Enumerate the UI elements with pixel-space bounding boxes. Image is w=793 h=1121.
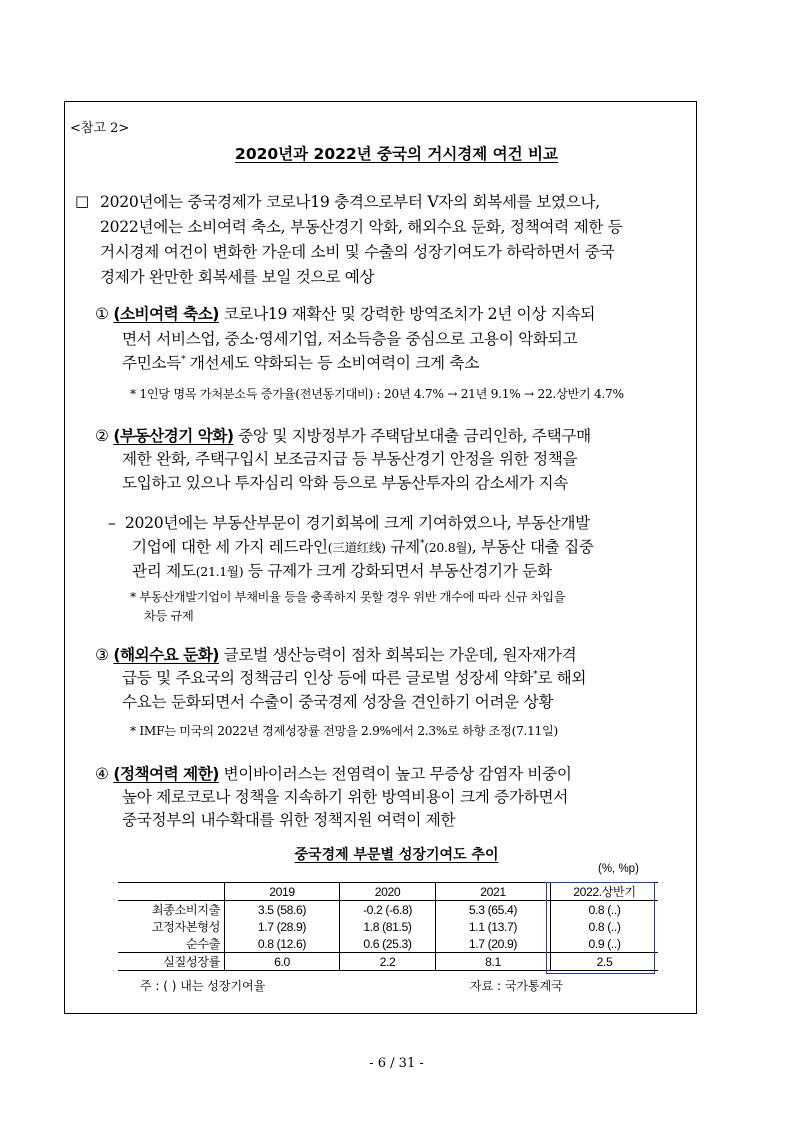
s3-number: ③ xyxy=(95,646,109,664)
table-header-row xyxy=(118,883,658,901)
table-title-text: 중국경제 부문별 성장기여도 추이 xyxy=(294,847,499,863)
intro-line-1: 2020년에는 중국경제가 코로나19 충격으로부터 V자의 회복세를 보였으나, xyxy=(100,193,600,211)
table-cell: 2.5 xyxy=(551,953,659,971)
col-header: 2022.상반기 xyxy=(551,883,659,901)
s2-sub-line-1 xyxy=(108,511,590,533)
s3-line-1 xyxy=(95,643,576,665)
s1-note-text: 1인당 명목 가처분소득 증가율(전년동기대비) : 20년 4.7% → 21년 9.1% → 22.상반기 4.7% xyxy=(139,387,624,401)
s3-note-star: * xyxy=(130,724,136,738)
s4-number: ④ xyxy=(95,765,109,783)
table-note: 주 : ( ) 내는 성장기여율 xyxy=(140,979,266,993)
s2-note-line-1 xyxy=(130,588,565,605)
table-cell: 0.8 (12.6) xyxy=(225,935,340,953)
s2-sub-2a: 기업에 대한 세 가지 레드라인 xyxy=(132,538,328,556)
s1-line-2: 면서 서비스업, 중소·영세기업, 저소득층을 중심으로 고용이 악화되고 xyxy=(122,330,578,348)
s1-line-3 xyxy=(122,351,479,373)
table-cell: 1.7 (20.9) xyxy=(436,935,551,953)
s1-note xyxy=(130,385,624,402)
s1-line-3a: 주민소득 xyxy=(122,354,182,372)
table-cell: 1.8 (81.5) xyxy=(340,918,436,935)
table-cell: 3.5 (58.6) xyxy=(225,901,340,919)
page-number: - 6 / 31 - xyxy=(369,1056,424,1071)
table-cell: -0.2 (-6.8) xyxy=(340,901,436,919)
s1-note-star: * xyxy=(130,387,136,401)
s2-sub-2-paren: (三道红线) xyxy=(327,540,386,555)
s1-line-1 xyxy=(95,302,595,324)
s2-sub-line-1-text: 2020년에는 부동산부문이 경기회복에 크게 기여하였으나, 부동산개발 xyxy=(124,514,590,532)
table-title xyxy=(0,844,793,864)
s2-line-3: 도입하고 있으나 투자심리 악화 등으로 부동산투자의 감소세가 지속 xyxy=(122,474,568,492)
s3-line-1-text: 글로벌 생산능력이 점차 회복되는 가운데, 원자재가격 xyxy=(218,646,577,664)
s2-line-1-text: 중앙 및 지방정부가 주택담보대출 금리인하, 주택구매 xyxy=(233,427,591,445)
table-unit: (%, %p) xyxy=(598,863,639,875)
s1-heading: (소비여력 축소) xyxy=(113,305,219,323)
s3-line-2b: 로 해외 xyxy=(537,669,587,687)
s2-footnote-mark: * xyxy=(419,538,425,549)
s2-sub-3a: 관리 제도 xyxy=(132,562,196,580)
s4-line-3: 중국정부의 내수확대를 위한 정책지원 여력이 제한 xyxy=(122,811,456,829)
s2-sub-line-2 xyxy=(132,535,594,557)
s2-sub-line-3 xyxy=(132,559,552,581)
s1-footnote-mark: * xyxy=(181,354,186,365)
col-header: 2021 xyxy=(436,883,551,901)
s4-line-2: 높아 제로코로나 정책을 지속하기 위한 방역비용이 크게 증가하면서 xyxy=(122,788,568,806)
table-cell: 0.8 (..) xyxy=(551,918,659,935)
table-cell: 5.3 (65.4) xyxy=(436,901,551,919)
s2-note-star: * xyxy=(130,590,136,604)
intro-line-4: 경제가 완만한 회복세를 보일 것으로 예상 xyxy=(100,268,375,286)
s2-sub-2b: 규제 xyxy=(385,538,420,556)
s1-line-3b: 개선세도 약화되는 등 소비여력이 크게 축소 xyxy=(185,354,479,372)
page-title-text: 2020년과 2022년 중국의 거시경제 여건 비교 xyxy=(235,145,558,163)
table-cell: 2.2 xyxy=(340,953,436,971)
s4-line-1-text: 변이바이러스는 전염력이 높고 무증상 감염자 비중이 xyxy=(218,765,572,783)
col-header: 2020 xyxy=(340,883,436,901)
header-blank xyxy=(118,883,225,901)
s2-dash: – xyxy=(108,514,116,532)
s2-number: ② xyxy=(95,427,109,445)
s3-heading: (해외수요 둔화) xyxy=(113,646,219,664)
table-cell: 0.6 (25.3) xyxy=(340,935,436,953)
reference-label: <참고 2> xyxy=(70,121,130,136)
s2-heading: (부동산경기 악화) xyxy=(113,427,234,445)
s1-line-1-text: 코로나19 재확산 및 강력한 방역조치가 2년 이상 지속되 xyxy=(218,305,596,323)
table-row-total xyxy=(118,953,658,971)
contribution-table xyxy=(118,882,658,971)
table-cell: 0.8 (..) xyxy=(551,901,659,919)
s3-note-text: IMF는 미국의 2022년 경제성장률 전망을 2.9%에서 2.3%로 하향 조정(7.11일) xyxy=(139,724,558,738)
s2-line-2: 제한 완화, 주택구입시 보조금지급 등 부동산경기 안정을 위한 정책을 xyxy=(122,450,578,468)
s3-line-2 xyxy=(122,666,586,688)
table-source: 자료 : 국가통계국 xyxy=(470,979,563,993)
table-row xyxy=(118,935,658,953)
s2-sub-2c: , 부동산 대출 집중 xyxy=(471,538,594,556)
s3-line-3: 수요는 둔화되면서 수출이 중국경제 성장을 견인하기 어려운 상황 xyxy=(122,693,554,711)
s2-note-line-2: 차등 규제 xyxy=(144,609,194,623)
s2-note-text-1: 부동산개발기업이 부채비율 등을 충족하지 못할 경우 위반 개수에 따라 신규 차입을 xyxy=(139,590,566,604)
s4-heading: (정책여력 제한) xyxy=(113,765,219,783)
table-cell: 6.0 xyxy=(225,953,340,971)
row-label: 최종소비지출 xyxy=(151,903,220,917)
intro-line-2: 2022년에는 소비여력 축소, 부동산경기 악화, 해외수요 둔화, 정책여력 제한 등 xyxy=(100,218,623,236)
table-cell: 0.9 (..) xyxy=(551,935,659,953)
col-header: 2019 xyxy=(225,883,340,901)
row-label: 고정자본형성 xyxy=(151,920,220,934)
s1-number: ① xyxy=(95,305,109,323)
s2-line-1 xyxy=(95,424,591,446)
s2-sub-2-date: (20.8월) xyxy=(424,540,472,555)
table-row xyxy=(118,901,658,919)
intro-bullet: □ xyxy=(75,192,90,210)
table-cell: 1.1 (13.7) xyxy=(436,918,551,935)
intro-line-3: 거시경제 여건이 변화한 가운데 소비 및 수출의 성장기여도가 하락하면서 중국 xyxy=(100,243,615,261)
table-cell: 1.7 (28.9) xyxy=(225,918,340,935)
s3-note xyxy=(130,722,558,739)
table-cell: 8.1 xyxy=(436,953,551,971)
reference-box xyxy=(64,101,697,1014)
s2-sub-3-date: (21.1월) xyxy=(195,564,244,579)
s3-footnote-mark: * xyxy=(533,669,538,680)
s2-sub-3b: 등 규제가 크게 강화되면서 부동산경기가 둔화 xyxy=(243,562,552,580)
page-title xyxy=(0,142,793,164)
s4-line-1 xyxy=(95,762,572,784)
row-label: 실질성장률 xyxy=(118,953,225,971)
s3-line-2a: 급등 및 주요국의 정책금리 인상 등에 따른 글로벌 성장세 약화 xyxy=(122,669,534,687)
row-label: 순수출 xyxy=(185,937,220,951)
table-row xyxy=(118,918,658,935)
